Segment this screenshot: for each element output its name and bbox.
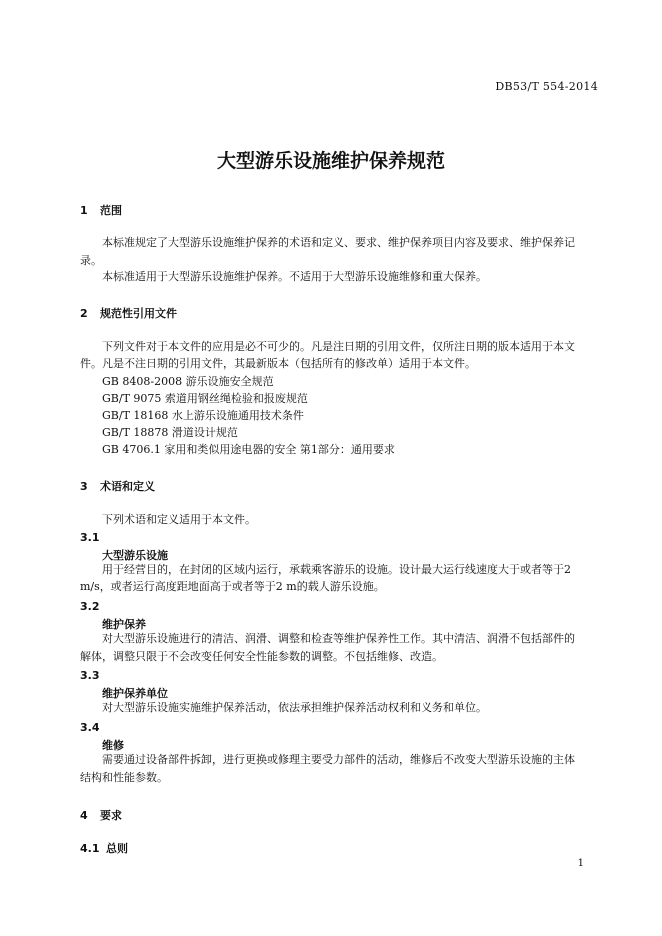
document-title: 大型游乐设施维护保养规范: [216, 150, 445, 172]
reference-item: GB/T 18168 水上游乐设施通用技术条件: [102, 409, 304, 422]
standard-number: DB53/T 554-2014: [495, 80, 598, 93]
term-definition-continuation: 解体，调整只限于不会改变任何安全性能参数的调整。不包括维修、改造。: [80, 650, 443, 663]
clause-number: 3.2: [80, 600, 100, 613]
paragraph-continuation: 录。: [80, 254, 102, 267]
reference-item: GB/T 18878 滑道设计规范: [102, 426, 238, 439]
term-name: 维修: [102, 739, 124, 752]
section-title: 术语和定义: [100, 480, 155, 493]
term-definition: 对大型游乐设施实施维护保养活动，依法承担维护保养活动权利和义务和单位。: [102, 701, 487, 714]
term-definition: 用于经营目的，在封闭的区域内运行，承载乘客游乐的设施。设计最大运行线速度大于或者等于2: [102, 563, 571, 576]
term-name: 维护保养: [102, 618, 146, 631]
reference-item: GB/T 9075 索道用钢丝绳检验和报废规范: [102, 392, 308, 405]
section-3-heading: [80, 478, 155, 494]
clause-number: 3.4: [80, 721, 100, 734]
section-title: 范围: [100, 204, 122, 217]
clause-number: 3.1: [80, 531, 100, 544]
clause-number: 3.3: [80, 669, 100, 682]
section-number: 4: [80, 809, 88, 822]
section-number: 2: [80, 307, 88, 320]
term-definition: 需要通过设备部件拆卸，进行更换或修理主要受力部件的活动，维修后不改变大型游乐设施的主体: [102, 753, 575, 766]
paragraph: 本标准规定了大型游乐设施维护保养的术语和定义、要求、维护保养项目内容及要求、维护保养记: [102, 236, 575, 249]
section-number: 3: [80, 480, 88, 493]
paragraph-continuation: 件。凡是不注日期的引用文件，其最新版本（包括所有的修改单）适用于本文件。: [80, 357, 476, 370]
section-title: 总则: [106, 842, 128, 855]
term-name: 维护保养单位: [102, 687, 168, 700]
section-1-heading: [80, 202, 122, 218]
section-title: 要求: [100, 809, 122, 822]
term-definition: 对大型游乐设施进行的清洁、润滑、调整和检查等维护保养性工作。其中清洁、润滑不包括部件的: [102, 632, 575, 645]
reference-item: GB 8408-2008 游乐设施安全规范: [102, 375, 274, 388]
section-2-heading: [80, 305, 177, 321]
subsection-4-1-heading: [80, 840, 128, 856]
section-number: 4.1: [80, 842, 100, 855]
section-4-heading: [80, 807, 122, 823]
reference-item: GB 4706.1 家用和类似用途电器的安全 第1部分：通用要求: [102, 443, 395, 456]
term-name: 大型游乐设施: [102, 549, 168, 562]
page-number: 1: [577, 858, 584, 869]
paragraph: 下列文件对于本文件的应用是必不可少的。凡是注日期的引用文件，仅所注日期的版本适用于本文: [102, 340, 575, 353]
section-number: 1: [80, 204, 88, 217]
paragraph: 本标准适用于大型游乐设施维护保养。不适用于大型游乐设施维修和重大保养。: [102, 270, 487, 283]
term-definition-continuation: m/s，或者运行高度距地面高于或者等于2 m的载人游乐设施。: [80, 580, 385, 593]
term-definition-continuation: 结构和性能参数。: [80, 771, 168, 784]
section-title: 规范性引用文件: [100, 307, 177, 320]
paragraph: 下列术语和定义适用于本文件。: [102, 513, 256, 526]
